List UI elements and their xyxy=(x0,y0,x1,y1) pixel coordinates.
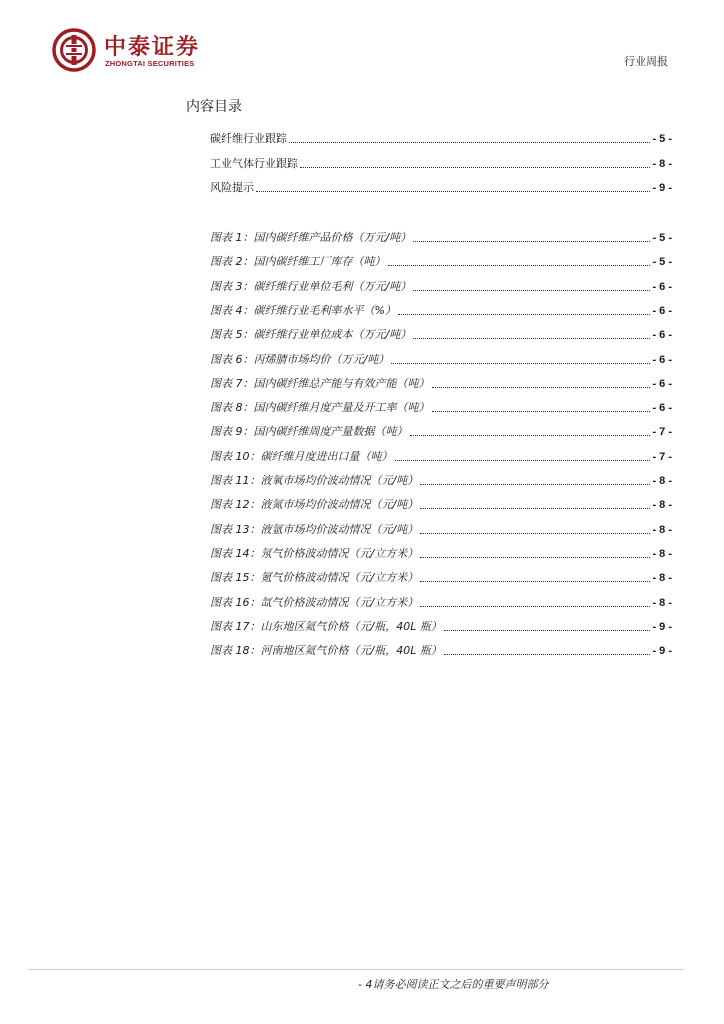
toc-leader-dots xyxy=(420,507,650,509)
toc-figure-entry[interactable] xyxy=(210,253,672,269)
toc-figure-label: 图表 17：山东地区氦气价格（元/瓶，40L 瓶） xyxy=(210,620,442,633)
toc-figure-label: 图表 15：氪气价格波动情况（元/立方米） xyxy=(210,571,419,584)
toc-figure-label: 图表 11：液氧市场均价波动情况（元/吨） xyxy=(210,474,419,487)
toc-page-number: - 6 - xyxy=(652,354,672,366)
footer-divider xyxy=(28,969,684,970)
toc-figure-label: 图表 5：碳纤维行业单位成本（万元/吨） xyxy=(210,328,412,341)
toc-figure-entry[interactable] xyxy=(210,375,672,391)
toc-leader-dots xyxy=(413,240,650,242)
toc-figure-entry[interactable] xyxy=(210,423,672,439)
toc-page-number: - 6 - xyxy=(652,305,672,317)
toc-leader-dots xyxy=(413,289,650,291)
toc-page-number: - 8 - xyxy=(652,158,672,170)
toc-page-number: - 6 - xyxy=(652,281,672,293)
toc-section-label: 碳纤维行业跟踪 xyxy=(210,132,287,145)
toc-figure-label: 图表 8：国内碳纤维月度产量及开工率（吨） xyxy=(210,401,430,414)
toc-leader-dots xyxy=(395,459,651,461)
toc-figure-label: 图表 16：氙气价格波动情况（元/立方米） xyxy=(210,596,419,609)
toc-page-number: - 6 - xyxy=(652,378,672,390)
toc-figure-entry[interactable] xyxy=(210,351,672,367)
toc-figure-label: 图表 2：国内碳纤维工厂库存（吨） xyxy=(210,255,386,268)
toc-figure-entry[interactable] xyxy=(210,545,672,561)
footer-disclaimer: - 4请务必阅读正文之后的重要声明部分 xyxy=(358,978,549,991)
toc-page-number: - 9 - xyxy=(652,621,672,633)
toc-figure-label: 图表 6：丙烯腈市场均价（万元/吨） xyxy=(210,353,390,366)
toc-leader-dots xyxy=(256,190,650,192)
toc-figure-label: 图表 7：国内碳纤维总产能与有效产能（吨） xyxy=(210,377,430,390)
toc-leader-dots xyxy=(432,410,651,412)
toc-page-number: - 7 - xyxy=(652,426,672,438)
toc-leader-dots xyxy=(432,386,651,388)
toc-figure-entry[interactable] xyxy=(210,229,672,245)
toc-figure-entry[interactable] xyxy=(210,496,672,512)
toc-figure-label: 图表 1：国内碳纤维产品价格（万元/吨） xyxy=(210,231,412,244)
toc-figure-entry[interactable] xyxy=(210,618,672,634)
toc-figure-entry[interactable] xyxy=(210,448,672,464)
toc-figure-label: 图表 9：国内碳纤维周度产量数据（吨） xyxy=(210,425,408,438)
logo-chinese-name: 中泰证券 xyxy=(104,35,201,60)
toc-leader-dots xyxy=(300,166,650,168)
toc-section-entry[interactable] xyxy=(210,179,672,195)
toc-page-number: - 7 - xyxy=(652,451,672,463)
toc-page-number: - 8 - xyxy=(652,548,672,560)
toc-page-number: - 6 - xyxy=(652,402,672,414)
toc-leader-dots xyxy=(444,653,651,655)
toc-page-number: - 5 - xyxy=(652,133,672,145)
toc-leader-dots xyxy=(420,556,650,558)
toc-section-entry[interactable] xyxy=(210,130,672,146)
toc-page-number: - 5 - xyxy=(652,256,672,268)
toc-page-number: - 8 - xyxy=(652,524,672,536)
toc-figure-entry[interactable] xyxy=(210,521,672,537)
toc-section-label: 工业气体行业跟踪 xyxy=(210,157,298,170)
toc-figure-entry[interactable] xyxy=(210,642,672,658)
toc-page-number: - 9 - xyxy=(652,182,672,194)
company-logo xyxy=(52,28,222,74)
toc-figure-entry[interactable] xyxy=(210,302,672,318)
toc-page-number: - 8 - xyxy=(652,475,672,487)
toc-figure-entry[interactable] xyxy=(210,326,672,342)
toc-page-number: - 8 - xyxy=(652,597,672,609)
toc-leader-dots xyxy=(444,629,651,631)
toc-page-number: - 6 - xyxy=(652,329,672,341)
toc-page-number: - 8 - xyxy=(652,499,672,511)
toc-figure-label: 图表 4：碳纤维行业毛利率水平（%） xyxy=(210,304,396,317)
toc-leader-dots xyxy=(388,264,651,266)
toc-leader-dots xyxy=(420,605,650,607)
toc-figure-entry[interactable] xyxy=(210,594,672,610)
toc-leader-dots xyxy=(289,141,650,143)
toc-leader-dots xyxy=(420,580,650,582)
toc-figure-entry[interactable] xyxy=(210,472,672,488)
logo-english-name: ZHONGTAI SECURITIES xyxy=(105,59,195,68)
toc-leader-dots xyxy=(398,313,650,315)
toc-figure-label: 图表 12：液氮市场均价波动情况（元/吨） xyxy=(210,498,419,511)
toc-figure-entry[interactable] xyxy=(210,399,672,415)
report-type-label: 行业周报 xyxy=(624,55,668,68)
logo-emblem-icon xyxy=(52,28,96,72)
toc-figure-label: 图表 13：液氩市场均价波动情况（元/吨） xyxy=(210,523,419,536)
toc-figure-label: 图表 3：碳纤维行业单位毛利（万元/吨） xyxy=(210,280,412,293)
toc-leader-dots xyxy=(413,337,650,339)
toc-page-number: - 5 - xyxy=(652,232,672,244)
toc-figure-entry[interactable] xyxy=(210,278,672,294)
toc-figure-label: 图表 14：氖气价格波动情况（元/立方米） xyxy=(210,547,419,560)
toc-page-number: - 9 - xyxy=(652,645,672,657)
toc-leader-dots xyxy=(420,483,650,485)
toc-section-label: 风险提示 xyxy=(210,181,254,194)
toc-section-entry[interactable] xyxy=(210,155,672,171)
toc-leader-dots xyxy=(410,434,651,436)
toc-leader-dots xyxy=(420,532,650,534)
toc-figure-label: 图表 10：碳纤维月度进出口量（吨） xyxy=(210,450,393,463)
toc-figure-label: 图表 18：河南地区氦气价格（元/瓶，40L 瓶） xyxy=(210,644,442,657)
toc-figure-entry[interactable] xyxy=(210,569,672,585)
toc-title: 内容目录 xyxy=(186,99,242,115)
toc-leader-dots xyxy=(391,362,650,364)
toc-page-number: - 8 - xyxy=(652,572,672,584)
